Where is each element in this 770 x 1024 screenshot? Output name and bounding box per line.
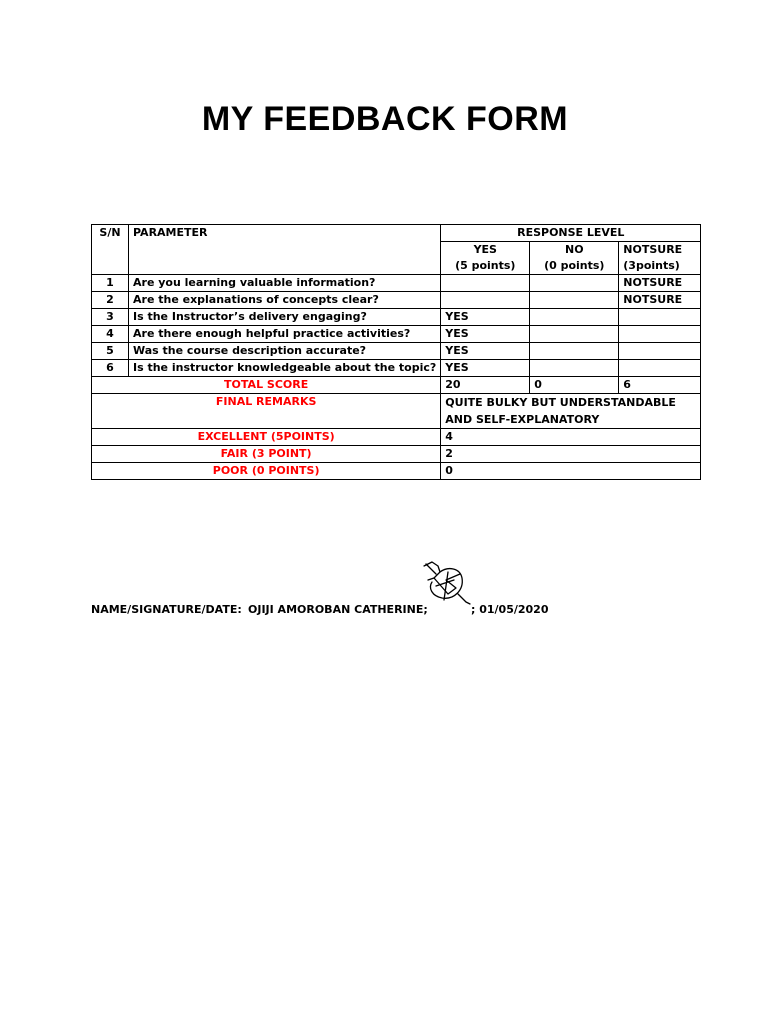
row-parameter: Are you learning valuable information? <box>129 275 441 292</box>
row-notsure <box>619 343 701 360</box>
row-notsure <box>619 326 701 343</box>
rating-row <box>92 463 701 480</box>
total-no: 0 <box>530 377 619 394</box>
row-no <box>530 275 619 292</box>
header-yes: YES <box>441 242 530 259</box>
header-row <box>92 225 701 242</box>
row-no <box>530 292 619 309</box>
signature-date-text: ; 01/05/2020 <box>471 603 549 616</box>
header-parameter-blank <box>129 242 441 259</box>
signature-label: NAME/SIGNATURE/DATE: <box>91 603 242 616</box>
row-parameter: Are there enough helpful practice activities? <box>129 326 441 343</box>
signature-name <box>248 603 428 616</box>
rating-poor-label: POOR (0 POINTS) <box>92 463 441 480</box>
row-no <box>530 326 619 343</box>
table-row <box>92 326 701 343</box>
table-row <box>92 343 701 360</box>
rating-row <box>92 446 701 463</box>
row-no <box>530 360 619 377</box>
table-row <box>92 292 701 309</box>
page-title: MY FEEDBACK FORM <box>201 100 569 138</box>
header-sn-blank <box>92 242 129 259</box>
rating-fair-label: FAIR (3 POINT) <box>92 446 441 463</box>
row-yes <box>441 275 530 292</box>
rating-excellent-value: 4 <box>441 429 701 446</box>
header-parameter: PARAMETER <box>129 225 441 242</box>
row-no <box>530 309 619 326</box>
header-row <box>92 258 701 275</box>
total-yes: 20 <box>441 377 530 394</box>
row-sn: 2 <box>92 292 129 309</box>
row-sn: 5 <box>92 343 129 360</box>
final-remarks-value: QUITE BULKY BUT UNDERSTANDABLE AND SELF-EXPLANATORY <box>441 394 701 429</box>
header-sn-blank <box>92 258 129 275</box>
row-yes: YES <box>441 360 530 377</box>
header-row <box>92 242 701 259</box>
row-parameter: Is the instructor knowledgeable about the topic? <box>129 360 441 377</box>
row-sn: 1 <box>92 275 129 292</box>
row-yes: YES <box>441 343 530 360</box>
header-no-points: (0 points) <box>530 258 619 275</box>
row-parameter: Is the Instructor’s delivery engaging? <box>129 309 441 326</box>
row-parameter: Are the explanations of concepts clear? <box>129 292 441 309</box>
row-yes: YES <box>441 309 530 326</box>
rating-excellent-label: EXCELLENT (5POINTS) <box>92 429 441 446</box>
table-row <box>92 360 701 377</box>
row-yes: YES <box>441 326 530 343</box>
signature-date <box>471 603 549 616</box>
row-sn: 6 <box>92 360 129 377</box>
row-notsure <box>619 309 701 326</box>
total-score-row <box>92 377 701 394</box>
feedback-table <box>91 224 701 480</box>
header-yes-points: (5 points) <box>441 258 530 275</box>
row-sn: 4 <box>92 326 129 343</box>
total-score-label: TOTAL SCORE <box>92 377 441 394</box>
header-parameter-blank <box>129 258 441 275</box>
row-no <box>530 343 619 360</box>
signature-name-text: OJIJI AMOROBAN CATHERINE; <box>248 603 428 616</box>
row-notsure: NOTSURE <box>619 275 701 292</box>
table-row <box>92 275 701 292</box>
table-row <box>92 309 701 326</box>
rating-poor-value: 0 <box>441 463 701 480</box>
row-sn: 3 <box>92 309 129 326</box>
rating-fair-value: 2 <box>441 446 701 463</box>
header-notsure-points: (3points) <box>619 258 701 275</box>
header-response-level: RESPONSE LEVEL <box>441 225 701 242</box>
row-yes <box>441 292 530 309</box>
rating-row <box>92 429 701 446</box>
header-notsure: NOTSURE <box>619 242 701 259</box>
final-remarks-row <box>92 394 701 429</box>
final-remarks-label: FINAL REMARKS <box>92 394 441 429</box>
row-notsure <box>619 360 701 377</box>
total-notsure: 6 <box>619 377 701 394</box>
handwritten-signature <box>418 558 478 610</box>
header-sn: S/N <box>92 225 129 242</box>
header-no: NO <box>530 242 619 259</box>
row-parameter: Was the course description accurate? <box>129 343 441 360</box>
row-notsure: NOTSURE <box>619 292 701 309</box>
